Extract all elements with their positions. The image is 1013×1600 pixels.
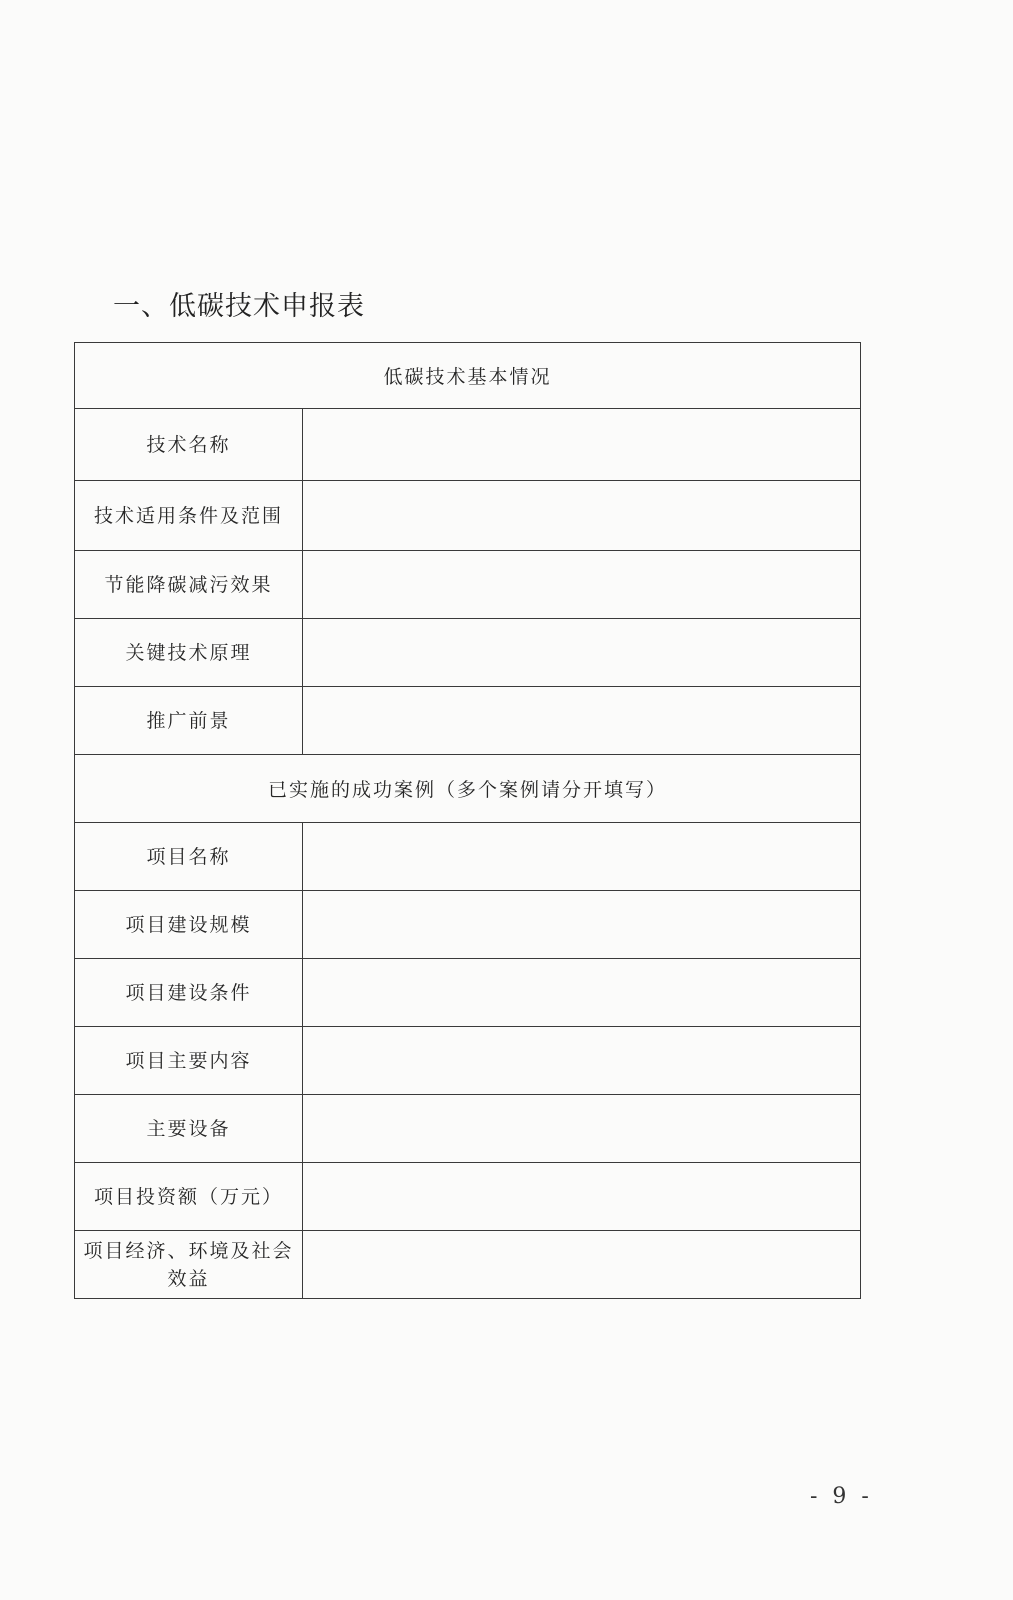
form-row bbox=[75, 1027, 861, 1095]
form-row bbox=[75, 1163, 861, 1231]
section-header-row bbox=[75, 343, 861, 409]
field-value-effect[interactable] bbox=[303, 551, 861, 619]
page-title: 一、低碳技术申报表 bbox=[113, 291, 365, 322]
page-number: - 9 - bbox=[810, 1484, 873, 1509]
field-label-prospects: 推广前景 bbox=[75, 687, 303, 755]
field-label-project-content: 项目主要内容 bbox=[75, 1027, 303, 1095]
form-row bbox=[75, 823, 861, 891]
field-label-tech-name: 技术名称 bbox=[75, 409, 303, 481]
field-value-project-content[interactable] bbox=[303, 1027, 861, 1095]
section-heading-cases: 已实施的成功案例（多个案例请分开填写） bbox=[75, 755, 861, 823]
field-label-project-name: 项目名称 bbox=[75, 823, 303, 891]
section-header-row bbox=[75, 755, 861, 823]
field-value-tech-name[interactable] bbox=[303, 409, 861, 481]
field-label-project-conditions: 项目建设条件 bbox=[75, 959, 303, 1027]
section-heading-basic-info: 低碳技术基本情况 bbox=[75, 343, 861, 409]
field-value-project-conditions[interactable] bbox=[303, 959, 861, 1027]
field-value-project-scale[interactable] bbox=[303, 891, 861, 959]
field-value-benefits[interactable] bbox=[303, 1231, 861, 1299]
form-row bbox=[75, 1095, 861, 1163]
field-label-investment: 项目投资额（万元） bbox=[75, 1163, 303, 1231]
form-row bbox=[75, 959, 861, 1027]
form-row bbox=[75, 1231, 861, 1299]
form-row bbox=[75, 891, 861, 959]
form-row bbox=[75, 481, 861, 551]
form-row bbox=[75, 409, 861, 481]
field-value-key-principle[interactable] bbox=[303, 619, 861, 687]
field-label-effect: 节能降碳减污效果 bbox=[75, 551, 303, 619]
field-label-main-equipment: 主要设备 bbox=[75, 1095, 303, 1163]
field-label-applicable-conditions: 技术适用条件及范围 bbox=[75, 481, 303, 551]
field-value-prospects[interactable] bbox=[303, 687, 861, 755]
field-label-project-scale: 项目建设规模 bbox=[75, 891, 303, 959]
form-row bbox=[75, 551, 861, 619]
field-label-key-principle: 关键技术原理 bbox=[75, 619, 303, 687]
field-label-benefits: 项目经济、环境及社会效益 bbox=[75, 1231, 303, 1299]
form-row bbox=[75, 619, 861, 687]
field-value-project-name[interactable] bbox=[303, 823, 861, 891]
application-form-table bbox=[74, 342, 861, 1299]
field-value-main-equipment[interactable] bbox=[303, 1095, 861, 1163]
field-value-investment[interactable] bbox=[303, 1163, 861, 1231]
field-value-applicable-conditions[interactable] bbox=[303, 481, 861, 551]
form-row bbox=[75, 687, 861, 755]
